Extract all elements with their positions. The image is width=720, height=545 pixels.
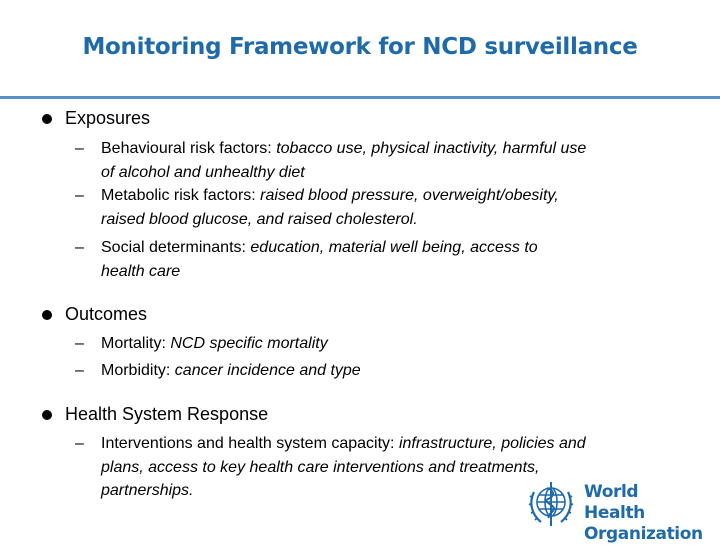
slide-title: Monitoring Framework for NCD surveillance [82, 34, 638, 60]
sub-item-detail: tobacco use, physical inactivity, harmful use [276, 140, 587, 157]
who-name-line1: World Health [584, 482, 645, 523]
sub-item-label: Morbidity: [101, 362, 175, 379]
who-logo-text [584, 482, 703, 545]
sub-item-detail: education, material well being, access to [250, 239, 538, 256]
bullet-heading: Outcomes [65, 304, 148, 324]
bullet-dot-icon [42, 310, 52, 320]
sub-item-social: – Social determinants: education, material well being, access to health care [75, 239, 538, 280]
sub-item-morbidity: – Morbidity: cancer incidence and type [75, 362, 361, 379]
sub-item-label: Interventions and health system capacity: [101, 435, 399, 452]
sub-item-interventions: – Interventions and health system capacity: infrastructure, policies and plans, access to key health care interventions and treatments, partnerships. [75, 435, 586, 499]
sub-item-label: Metabolic risk factors: [101, 187, 261, 204]
bullet-dot-icon [42, 114, 52, 124]
who-logo [525, 478, 703, 544]
sub-item-behavioural: – Behavioural risk factors: tobacco use, physical inactivity, harmful use of alcohol and unhealthy diet [75, 140, 587, 181]
sub-item-detail: raised blood pressure, overweight/obesity, [260, 187, 559, 204]
sub-item-detail: of alcohol and unhealthy diet [101, 163, 305, 181]
sub-item-metabolic: – Metabolic risk factors: raised blood pressure, overweight/obesity, raised blood glucose, and raised cholesterol. [75, 187, 559, 228]
who-name-line2: Organization [584, 524, 703, 544]
sub-item-detail: infrastructure, policies and [398, 435, 586, 452]
sub-item-detail: cancer incidence and type [174, 362, 361, 379]
sub-item-label: Behavioural risk factors: [101, 140, 277, 157]
sub-item-detail: health care [101, 262, 181, 280]
bullet-heading: Exposures [65, 108, 151, 128]
sub-item-detail: partnerships. [101, 482, 194, 499]
sub-item-detail: raised blood glucose, and raised cholesterol. [101, 210, 418, 228]
sub-item-detail: plans, access to key health care interventions and treatments, [101, 458, 540, 476]
bullet-dot-icon [42, 410, 52, 420]
sub-item-label: Social determinants: [101, 239, 251, 256]
sub-item-label: Mortality: [101, 335, 171, 352]
sub-item-mortality: – Mortality: NCD specific mortality [75, 335, 328, 352]
title-divider [0, 96, 720, 99]
who-emblem-icon [525, 478, 577, 530]
sub-item-detail: NCD specific mortality [170, 335, 328, 352]
bullet-heading: Health System Response [65, 404, 269, 424]
